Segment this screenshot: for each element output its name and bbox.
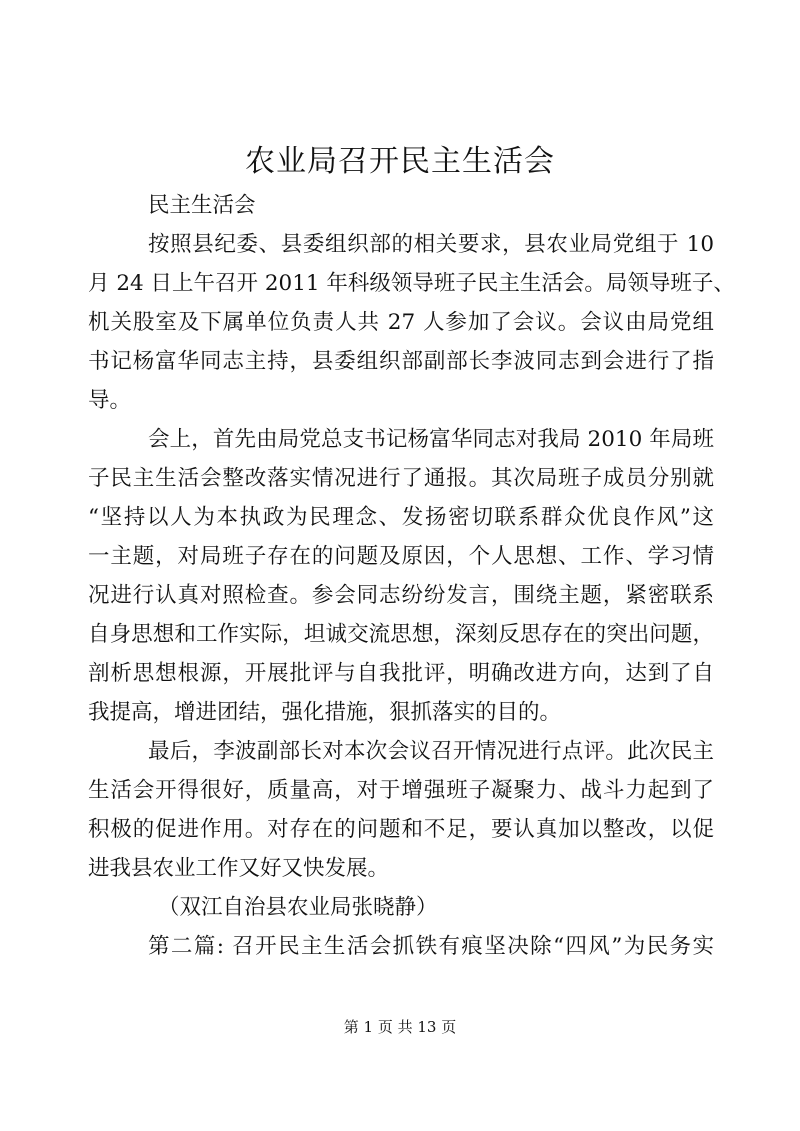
paragraph3-line: 积极的促进作用。对存在的问题和不足，要认真加以整改，以促 — [88, 817, 714, 842]
paragraph1-line: 导。 — [88, 388, 132, 413]
paragraph3-line: 进我县农业工作又好又快发展。 — [88, 856, 390, 881]
paragraph3-line: 最后，李波副部长对本次会议召开情况进行点评。此次民主 — [148, 739, 714, 764]
paragraph2-line: 一主题，对局班子存在的问题及原因，个人思想、工作、学习情 — [88, 544, 714, 569]
paragraph1-line: 书记杨富华同志主持，县委组织部副部长李波同志到会进行了指 — [88, 349, 714, 374]
page-footer: 第 1 页 共 13 页 — [343, 1018, 457, 1036]
paragraph2-line: “坚持以人为本执政为民理念、发扬密切联系群众优良作风”这 — [88, 505, 714, 530]
paragraph1-line: 机关股室及下属单位负责人共 27 人参加了会议。会议由局党组 — [88, 310, 714, 335]
paragraph2-line: 况进行认真对照检查。参会同志纷纷发言，围绕主题，紧密联系 — [88, 583, 714, 608]
paragraph2-line: 会上，首先由局党总支书记杨富华同志对我局 2010 年局班 — [148, 427, 714, 452]
next-section-heading: 第二篇: 召开民主生活会抓铁有痕坚决除“四风”为民务实 — [148, 934, 714, 959]
document-title: 农业局召开民主生活会 — [245, 144, 555, 179]
paragraph2-line: 自身思想和工作实际，坦诚交流思想，深刻反思存在的突出问题， — [88, 622, 714, 647]
subtitle-line: 民主生活会 — [148, 193, 256, 218]
paragraph2-line: 我提高，增进团结，强化措施，狠抓落实的目的。 — [88, 700, 562, 725]
paragraph3-line: 生活会开得很好，质量高，对于增强班子凝聚力、战斗力起到了 — [88, 778, 714, 803]
paragraph2-line: 剖析思想根源，开展批评与自我批评，明确改进方向，达到了自 — [88, 661, 714, 686]
paragraph2-line: 子民主生活会整改落实情况进行了通报。其次局班子成员分别就 — [88, 466, 714, 491]
paragraph1-line: 月 24 日上午召开 2011 年科级领导班子民主生活会。局领导班子、 — [88, 271, 735, 296]
signature-line: （双江自治县农业局张晓静） — [158, 895, 438, 920]
paragraph1-line: 按照县纪委、县委组织部的相关要求，县农业局党组于 10 — [148, 232, 714, 257]
document-body — [88, 186, 735, 966]
